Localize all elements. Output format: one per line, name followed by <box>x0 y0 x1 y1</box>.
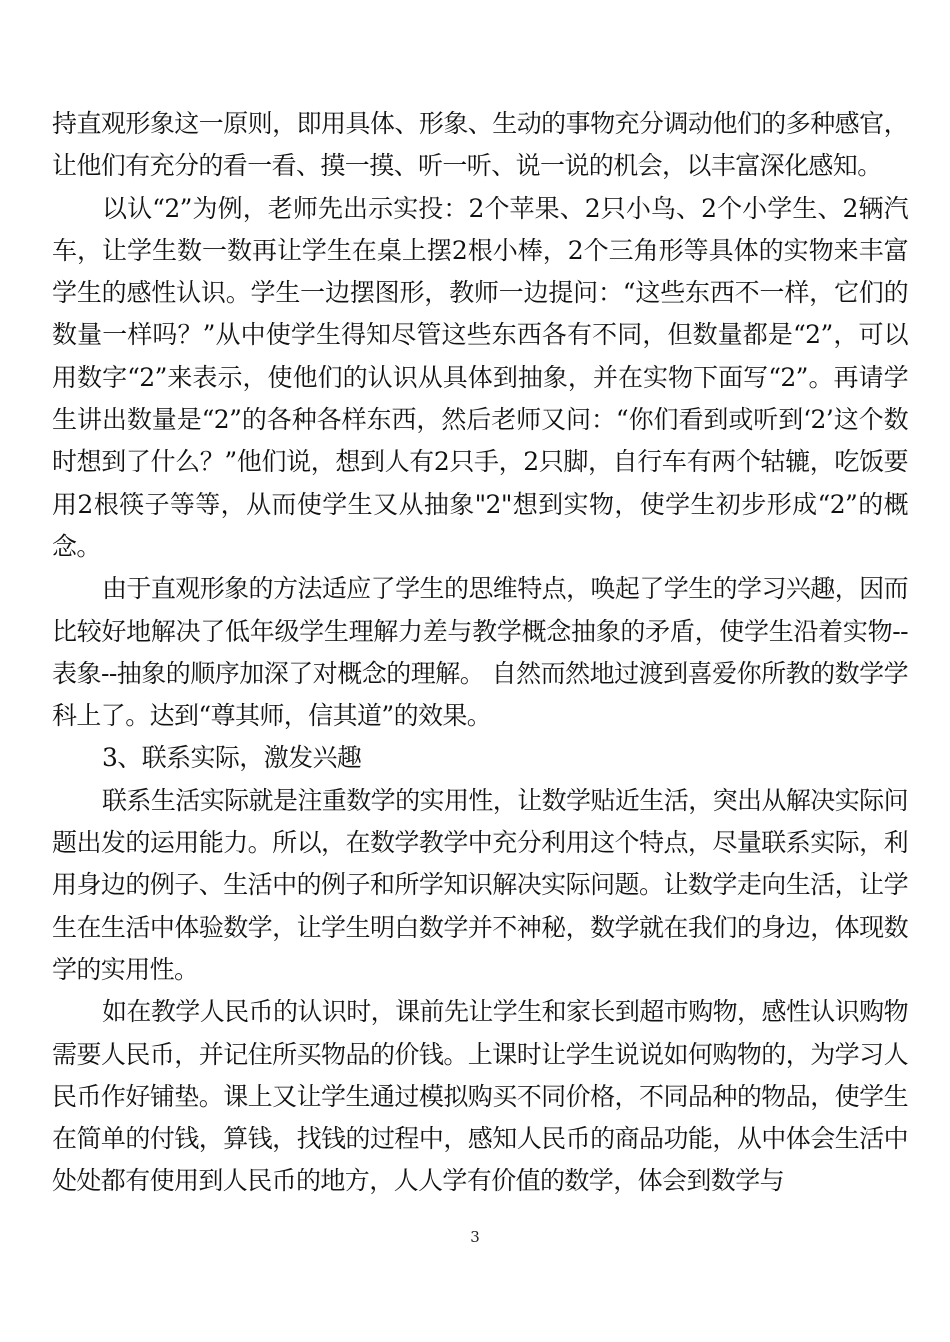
paragraph-real-life: 联系生活实际就是注重数学的实用性，让数学贴近生活，突出从解决实际问题出发的运用能力。所以，在数学教学中充分利用这个特点，尽量联系实际，利用身边的例子、生活中的例子和所学知识解决实际问题。让数学走向生活，让学生在生活中体验数学，让学生明白数学并不神秘，数学就在我们的身边，体现数学的实用性。 <box>52 785 908 984</box>
section-heading-link-reality: 3、联系实际，激发兴趣 <box>102 743 362 773</box>
paragraph-visual-method: 由于直观形象的方法适应了学生的思维特点，唤起了学生的学习兴趣，因而比较好地解决了低年级学生理解力差与教学概念抽象的矛盾，使学生沿着实物--表象--抽象的顺序加深了对概念的理解。 自然而然地过渡到喜爱你所教的数学学科上了。达到“尊其师，信其道”的效果。 <box>52 574 908 731</box>
page-number: 3 <box>470 1228 480 1246</box>
paragraph-example-two: 以认“2”为例，老师先出示实投：2个苹果、2只小鸟、2个小学生、2辆汽车，让学生数一数再让学生在桌上摆2根小棒，2个三角形等具体的实物来丰富学生的感性认识。学生一边摆图形，教师一边提问：“这些东西不一样，它们的数量一样吗？”从中使学生得知尽管这些东西各有不同，但数量都是“2”，可以用数字“2”来表示，使他们的认识从具体到抽象，并在实物下面写“2”。再请学生讲出数量是“2”的各种各样东西，然后老师又问：“你们看到或听到‘2’这个数时想到了什么？”他们说，想到人有2只手，2只脚，自行车有两个轱辘，吃饭要用2根筷子等等，从而使学生又从抽象"2"想到实物，使学生初步形成“2”的概念。 <box>52 193 908 561</box>
paragraph-continuation: 持直观形象这一原则，即用具体、形象、生动的事物充分调动他们的多种感官，让他们有充分的看一看、摸一摸、听一听、说一说的机会，以丰富深化感知。 <box>52 109 908 181</box>
document-body <box>52 103 908 1203</box>
paragraph-rmb-example: 如在教学人民币的认识时，课前先让学生和家长到超市购物，感性认识购物需要人民币，并记住所买物品的价钱。上课时让学生说说如何购物的，为学习人民币作好铺垫。课上又让学生通过模拟购买不同价格，不同品种的物品，使学生在简单的付钱，算钱，找钱的过程中，感知人民币的商品功能，从中体会生活中处处都有使用到人民币的地方，人人学有价值的数学，体会到数学与 <box>52 997 908 1196</box>
